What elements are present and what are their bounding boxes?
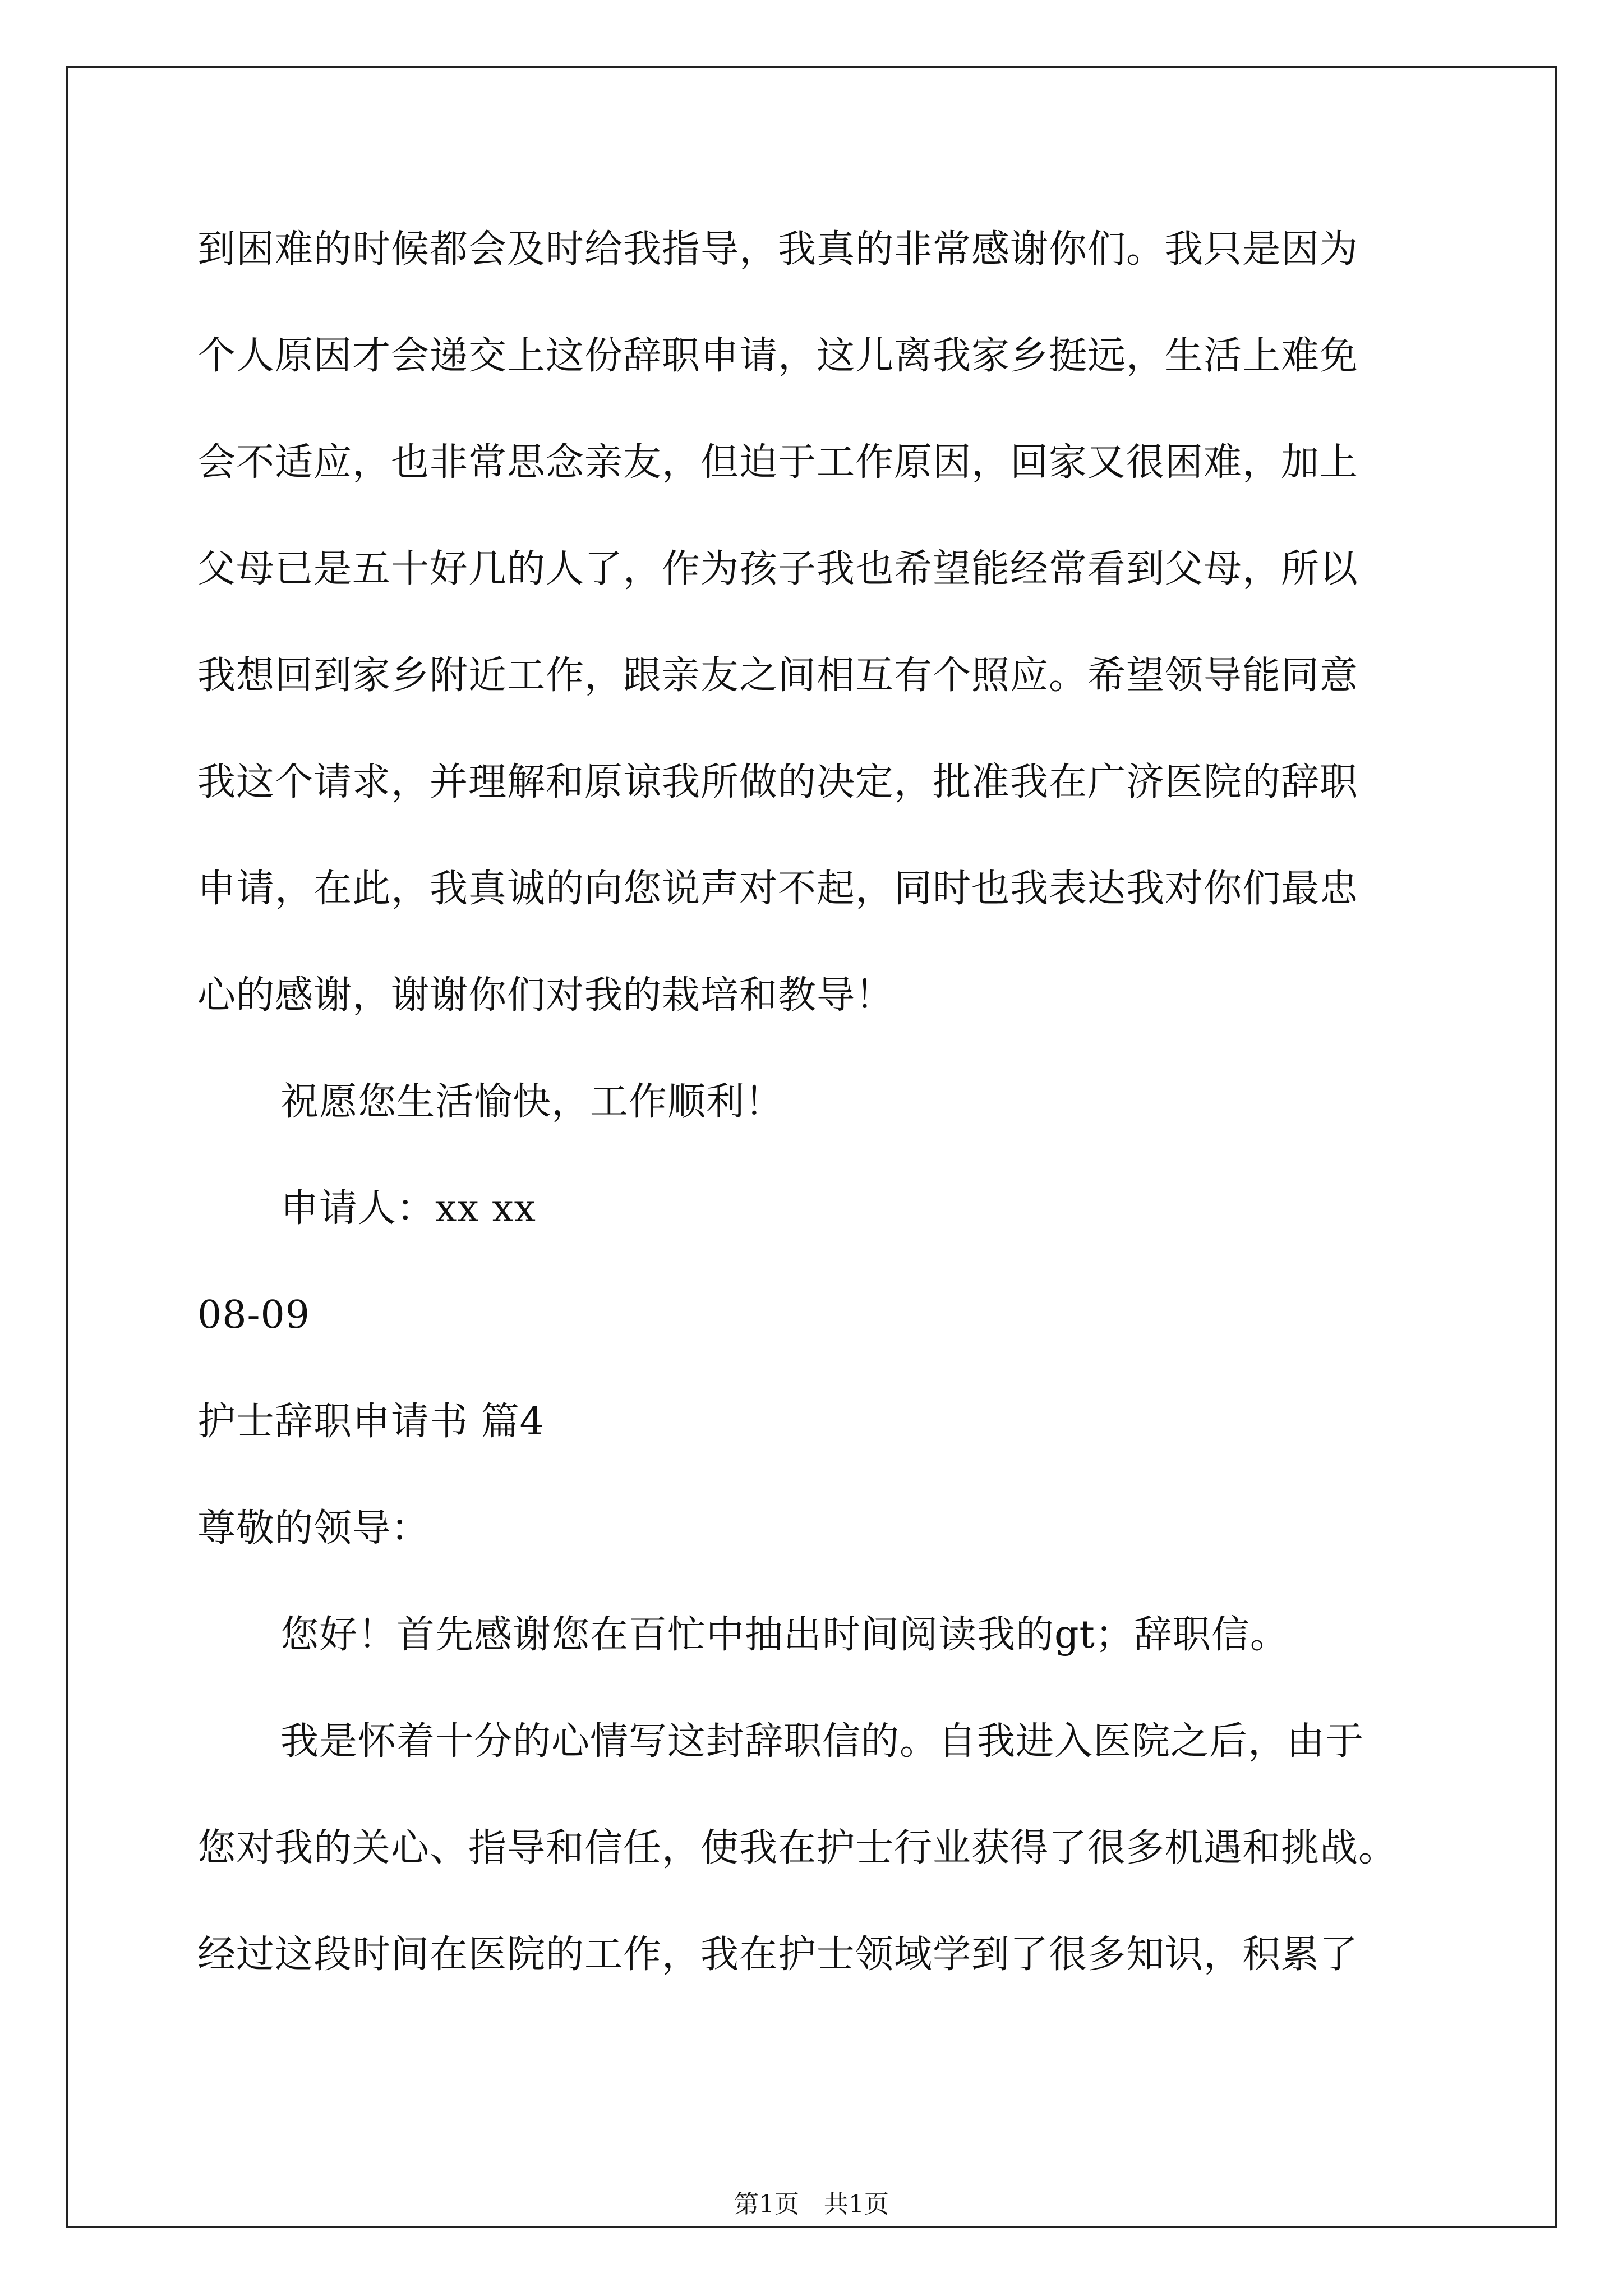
- body-line-6: 我这个请求，并理解和原谅我所做的决定，批准我在广济医院的辞职: [197, 760, 1359, 804]
- body-line-15: 我是怀着十分的心情写这封辞职信的。自我进入医院之后，由于: [280, 1719, 1364, 1764]
- applicant-signature: 申请人：xx xx: [280, 1186, 537, 1231]
- body-line-4: 父母已是五十好几的人了，作为孩子我也希望能经常看到父母，所以: [197, 547, 1359, 591]
- greeting-line: 您好！首先感谢您在百忙中抽出时间阅读我的gt；辞职信。: [280, 1613, 1289, 1657]
- closing-wish: 祝愿您生活愉快，工作顺利！: [280, 1080, 784, 1124]
- page-number-footer: 第1页 共1页: [734, 2190, 889, 2219]
- body-line-8: 心的感谢，谢谢你们对我的栽培和教导！: [197, 973, 895, 1018]
- body-line-7: 申请，在此，我真诚的向您说声对不起，同时也我表达我对你们最忠: [197, 867, 1359, 911]
- page-border: [66, 66, 1557, 2228]
- body-line-5: 我想回到家乡附近工作，跟亲友之间相互有个照应。希望领导能同意: [197, 654, 1359, 698]
- section-heading: 护士辞职申请书 篇4: [197, 1400, 545, 1444]
- body-line-3: 会不适应，也非常思念亲友，但迫于工作原因，回家又很困难，加上: [197, 440, 1359, 485]
- body-line-16: 您对我的关心、指导和信任，使我在护士行业获得了很多机遇和挑战。: [197, 1826, 1398, 1870]
- body-line-1: 到困难的时候都会及时给我指导，我真的非常感谢你们。我只是因为: [197, 227, 1359, 272]
- salutation: 尊敬的领导：: [197, 1506, 430, 1550]
- date-line: 08-09: [197, 1293, 311, 1337]
- body-line-17: 经过这段时间在医院的工作，我在护士领域学到了很多知识，积累了: [197, 1932, 1359, 1977]
- body-line-2: 个人原因才会递交上这份辞职申请，这儿离我家乡挺远，生活上难免: [197, 334, 1359, 378]
